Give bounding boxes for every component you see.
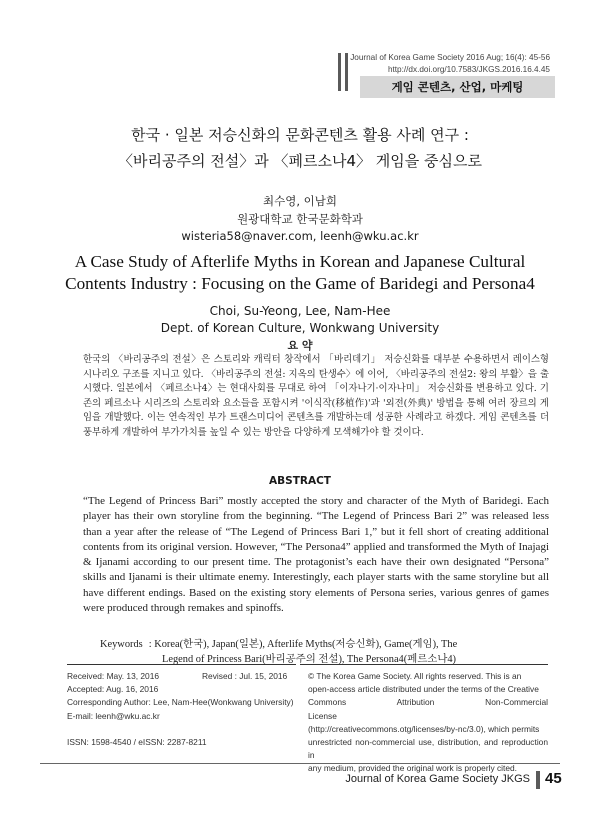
- korean-affiliation: 원광대학교 한국문화학과: [237, 212, 363, 226]
- license-line: open-access article distributed under the terms of the Creative: [308, 684, 539, 695]
- page-number: 45: [545, 770, 562, 787]
- keywords-line1: : Korea(한국), Japan(일본), Afterlife Myths(저승신화), Game(게임), The: [148, 639, 458, 650]
- english-abstract-body: “The Legend of Princess Bari” mostly accepted the story and character of the Myth of Baridegi. Each player has their own storyline from the beginning. “The Legend of Princess Bari 2” was released less than a year after the release of “The Legend of Princess Bari 1,” but it fell short of creating additional contents from its original version. However, “The Persona4” applied and transformed the Myth of Inajagi & Ijanami according to our present time. The protagonist’s each have their own designated “Persona” skills and Ijanami is their ultimate enemy. Interestingly, each player starts with the same storyline but all have different endings. Based on the existing story elements of Persona series, various genres of games were produced through remakes and spinoffs.: [83, 495, 549, 615]
- english-authors: Choi, Su-Yeong, Lee, Nam-Hee: [209, 304, 391, 318]
- journal-citation: [350, 52, 550, 76]
- english-affiliation: Dept. of Korean Culture, Wonkwang University: [160, 321, 440, 335]
- license-line: any medium, provided the original work is properly cited.: [308, 763, 518, 774]
- accepted-date: Accepted: Aug. 16, 2016: [67, 684, 159, 695]
- journal-citation-line: Journal of Korea Game Society 2016 Aug; 16(4): 45-56: [350, 53, 550, 62]
- page-number-bar: [536, 771, 540, 789]
- received-date: Received: May. 13, 2016: [67, 671, 160, 681]
- decorative-bars: [338, 53, 354, 91]
- license-line: © The Korea Game Society. All rights reserved. This is an: [308, 671, 522, 681]
- korean-abstract-heading: 요 약: [287, 339, 313, 352]
- keywords-line2: Legend of Princess Bari(바리공주의 전설), The Persona4(페르소나4): [162, 654, 457, 665]
- license-notice: [308, 670, 548, 776]
- footer-divider: [40, 763, 560, 764]
- korean-title-line2: 〈바리공주의 전설〉과 〈페르소나4〉 게임을 중심으로: [118, 152, 482, 170]
- keywords-label: Keywords: [100, 639, 143, 650]
- right-divider: [300, 664, 548, 665]
- korean-title-line1: 한국 · 일본 저승신화의 문화콘텐츠 활용 사례 연구 :: [131, 126, 469, 144]
- revised-date: Revised : Jul. 15, 2016: [202, 671, 288, 681]
- english-title-line2: Contents Industry : Focusing on the Game of Baridegi and Persona4: [65, 274, 535, 293]
- english-abstract-heading: ABSTRACT: [269, 475, 331, 487]
- footer-journal-name: Journal of Korea Game Society JKGS: [345, 773, 530, 785]
- license-line: unrestricted non-commercial use, distribution, and reproduction in: [308, 737, 548, 761]
- license-url[interactable]: (http://creativecommons.otg/licenses/by-nc/3.0), which permits: [308, 723, 540, 734]
- korean-authors: 최수영, 이남희: [263, 194, 337, 208]
- author-emails[interactable]: wisteria58@naver.com, leenh@wku.ac.kr: [181, 229, 419, 243]
- english-title-line1: A Case Study of Afterlife Myths in Korean and Japanese Cultural: [74, 252, 526, 271]
- doi-link[interactable]: http://dx.doi.org/10.7583/JKGS.2016.16.4.45: [387, 65, 550, 74]
- korean-abstract-body: 한국의 〈바리공주의 전설〉은 스토리와 캐릭터 창작에서 「바리데기」 저승신화를 대부분 수용하면서 레이스형 시나리오 구조를 지니고 있다. 〈바리공주의 전설: 지옥의 탄생수〉에 이어, 〈바리공주의 전설2: 왕의 부활〉을 출시했다. 일본에서 〈페르소나4〉는 현대사회를 무대로 하여 「이자나기·이자나미」 저승신화를 변용하고 있다. 기존의 페르소나 시리즈의 스토리와 요소들을 포함시켜 '이식작(移植作)'과 '외전(外典)' 방법을 통해 여러 장르의 게임을 개발했다. 이는 연속적인 부가 트랜스미디어 콘텐츠를 개발하는데 성공한 사례라고 하겠다. 게임 콘텐츠를 더 풍부하게 개발하여 부가가치를 높일 수 있는 방안을 다양하게 모색해가야 할 것이다.: [83, 354, 549, 438]
- keywords-section: [100, 637, 457, 667]
- submission-info: [67, 670, 297, 749]
- category-banner: 게임 콘텐츠, 산업, 마케팅: [360, 76, 555, 98]
- issn: ISSN: 1598-4540 / eISSN: 2287-8211: [67, 736, 207, 747]
- left-divider: [67, 664, 296, 665]
- license-line: Commons Attribution Non-Commercial License: [308, 697, 548, 721]
- corresponding-email[interactable]: E-mail: leenh@wku.ac.kr: [67, 710, 160, 721]
- corresponding-author: Corresponding Author: Lee, Nam-Hee(Wonkwang University): [67, 697, 294, 708]
